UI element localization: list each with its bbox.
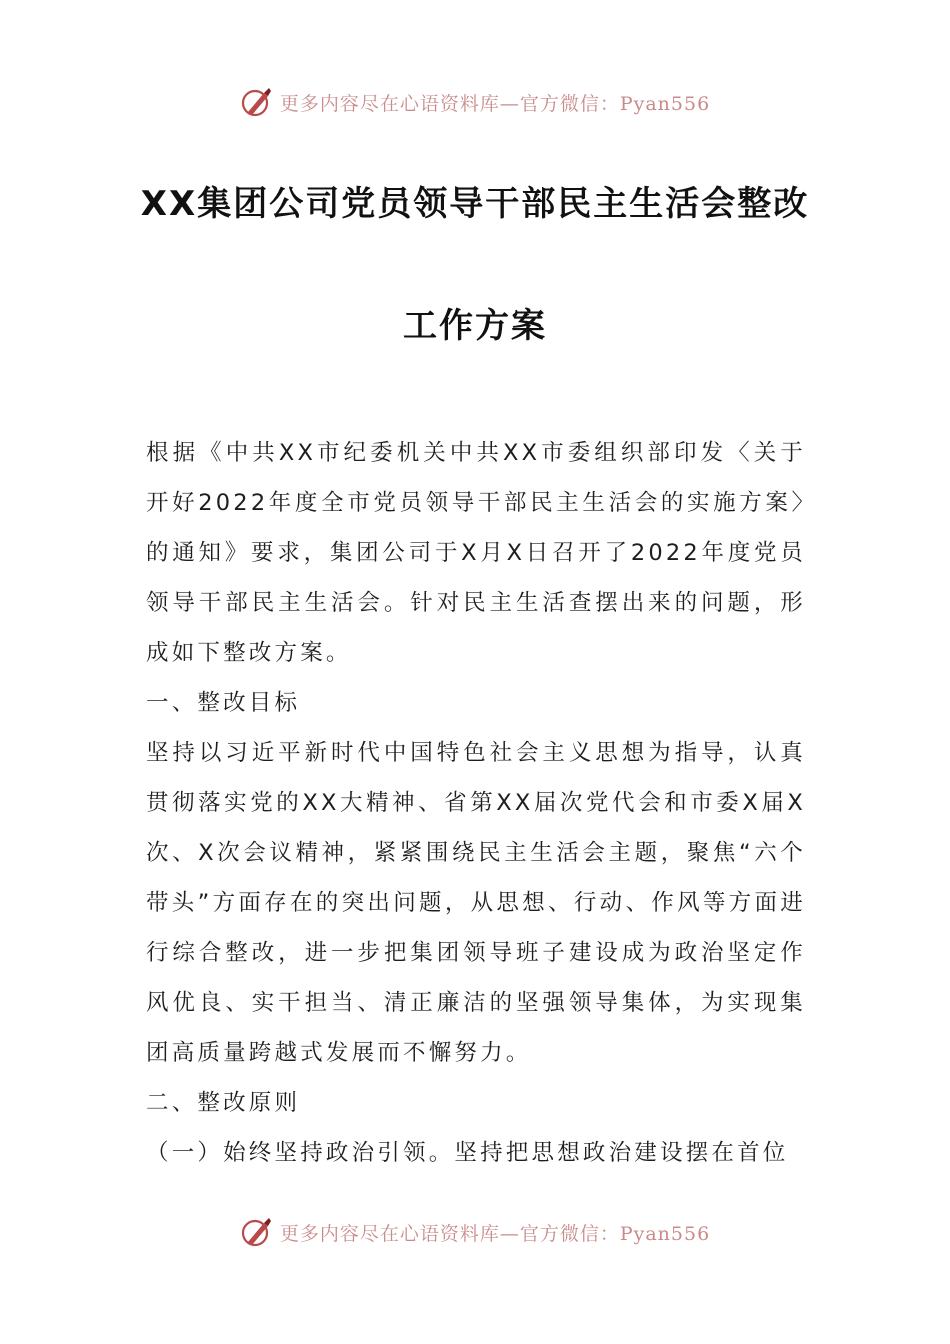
pen-logo-icon [240,85,274,119]
watermark-text: 更多内容尽在心语资料库—官方微信：Pyan556 [279,92,711,115]
section1-heading: 一、整改目标 [146,690,301,716]
document-body [146,428,806,1178]
section1-paragraph: 坚持以习近平新时代中国特色社会主义思想为指导，认真贯彻落实党的XX大精神、省第XX届次党代会和市委X届X次、X次会议精神，紧紧围绕民主生活会主题，聚焦“六个带头”方面存在的突出问题，从思想、行动、作风等方面进行综合整改，进一步把集团领导班子建设成为政治坚定作风优良、实干担当、清正廉洁的坚强领导集体，为实现集团高质量跨越式发展而不懈努力。 [146,740,806,1066]
intro-paragraph: 根据《中共XX市纪委机关中共XX市委组织部印发〈关于开好2022年度全市党员领导干部民主生活会的实施方案〉的通知》要求，集团公司于X月X日召开了2022年度党员领导干部民主生活会。针对民主生活查摆出来的问题，形成如下整改方案。 [146,440,806,666]
footer-watermark [0,1212,950,1252]
section2-heading: 二、整改原则 [146,1090,301,1116]
watermark-text: 更多内容尽在心语资料库—官方微信：Pyan556 [279,1222,711,1245]
pen-logo-icon [240,1215,274,1249]
section2-item1: （一）始终坚持政治引领。坚持把思想政治建设摆在首位 [146,1140,789,1166]
document-title-line2: 工作方案 [403,306,547,346]
document-title-line1: XX集团公司党员领导干部民主生活会整改 [140,184,810,224]
header-watermark [0,82,950,122]
